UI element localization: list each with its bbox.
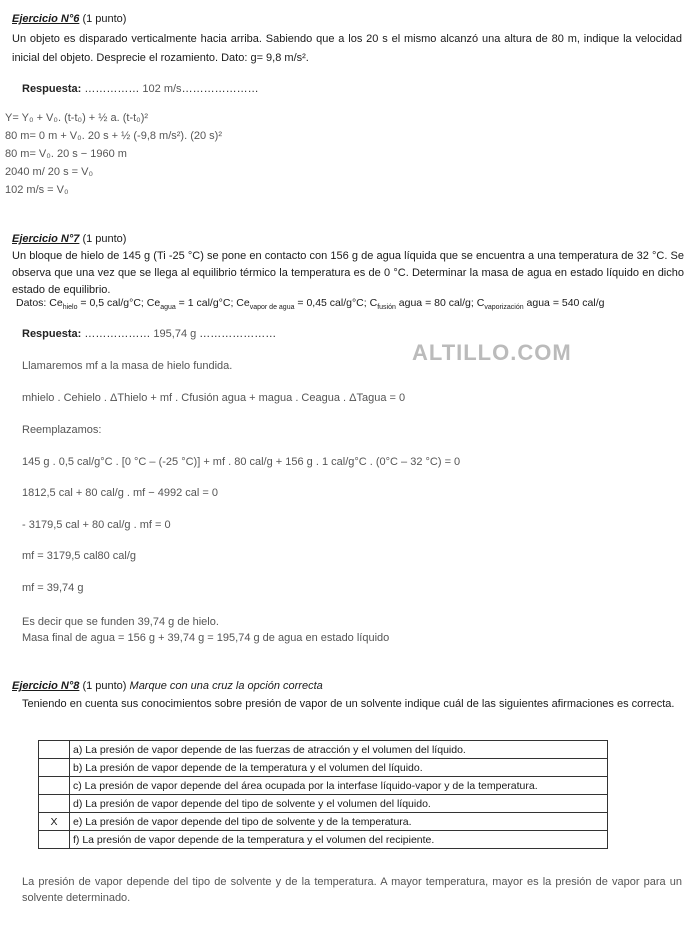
ex8-instruction: Marque con una cruz la opción correcta: [129, 680, 323, 692]
option-text: c) La presión de vapor depende del área ocupada por la interfase líquido-vapor y de la temperatura.: [70, 777, 608, 795]
answer-label: Respuesta:: [22, 328, 82, 340]
step: Llamaremos mf a la masa de hielo fundida.: [22, 360, 233, 372]
ex6-answer: Respuesta: …………… 102 m/s…………………: [22, 83, 259, 95]
option-row[interactable]: [39, 741, 608, 759]
watermark: ALTILLO.COM: [412, 340, 572, 365]
option-text: d) La presión de vapor depende del tipo de solvente y el volumen del líquido.: [70, 795, 608, 813]
ex7-answer: Respuesta: ……………… 195,74 g …………………: [22, 328, 277, 340]
answer-value: 102 m/s: [142, 83, 182, 95]
ex6-heading: [12, 13, 126, 25]
option-text: a) La presión de vapor depende de las fuerzas de atracción y el volumen del líquido.: [70, 741, 608, 759]
step: - 3179,5 cal + 80 cal/g . mf = 0: [22, 519, 171, 531]
ex6-text: Un objeto es disparado verticalmente hacia arriba. Sabiendo que a los 20 s el mismo alcanzó una altura de 80 m, indique la velocidad inicial del objeto. Desprecie el rozamiento. Dato: g= 9,8 m/s².: [12, 33, 682, 64]
option-text: e) La presión de vapor depende del tipo de solvente y de la temperatura.: [70, 813, 608, 831]
option-row[interactable]: [39, 795, 608, 813]
option-row[interactable]: [39, 759, 608, 777]
step: 102 m/s = V₀: [5, 184, 69, 196]
option-row[interactable]: [39, 813, 608, 831]
option-mark[interactable]: [39, 831, 70, 849]
ex6-steps: [5, 109, 222, 199]
ex7-points: (1 punto): [82, 233, 127, 245]
ex7-title: Ejercicio N°7: [12, 233, 80, 245]
step: 1812,5 cal + 80 cal/g . mf − 4992 cal = 0: [22, 487, 218, 499]
conclusion-line: Es decir que se funden 39,74 g de hielo.: [22, 616, 219, 628]
ex8-explanation: La presión de vapor depende del tipo de solvente y de la temperatura. A mayor temperatura, mayor es la presión de vapor para un solvente determinado.: [22, 876, 682, 904]
conclusion-line: Masa final de agua = 156 g + 39,74 g = 195,74 g de agua en estado líquido: [22, 632, 390, 644]
options-table: [38, 740, 608, 849]
option-mark[interactable]: [39, 777, 70, 795]
step: 80 m= V₀. 20 s − 1960 m: [5, 148, 127, 160]
ex7-datos: Datos: $Ce_{hielo} = 0,5$ cal/g°C; $Ce_{agua} = 1$ cal/g°C; $Ce_{vapor de agua} = 0,45$ cal/g°C; $C_{fusión}$ agua = 80 cal/g; $C_{vaporización}$ agua = 540 cal/g: [16, 297, 605, 312]
option-text: f) La presión de vapor depende de la temperatura y el volumen del recipiente.: [70, 831, 608, 849]
answer-value: 195,74 g: [153, 328, 197, 340]
step: Reemplazamos:: [22, 424, 102, 436]
ex8-points: (1 punto): [82, 680, 127, 692]
ex6-title: Ejercicio N°6: [12, 13, 80, 25]
option-row[interactable]: [39, 777, 608, 795]
step: 2040 m/ 20 s = V₀: [5, 166, 94, 178]
step: mf = 3179,5 cal80 cal/g: [22, 550, 137, 562]
option-text: b) La presión de vapor depende de la temperatura y el volumen del líquido.: [70, 759, 608, 777]
option-mark[interactable]: X: [39, 813, 70, 831]
ex8-heading: [12, 680, 323, 692]
ex7-heading: [12, 233, 126, 245]
step: mf = 39,74 g: [22, 582, 84, 594]
option-mark[interactable]: [39, 795, 70, 813]
option-mark[interactable]: [39, 759, 70, 777]
step: Y= Y₀ + V₀. (t-t₀) + ½ a. (t-t₀)²: [5, 112, 149, 124]
answer-label: Respuesta:: [22, 83, 82, 95]
step: 145 g . 0,5 cal/g°C . [0 °C – (-25 °C)] + mf . 80 cal/g + 156 g . 1 cal/g°C . (0°C – 32 °C) = 0: [22, 456, 461, 468]
ex6-points: (1 punto): [82, 13, 127, 25]
step: 80 m= 0 m + V₀. 20 s + ½ (-9,8 m/s²). (20 s)²: [5, 130, 222, 142]
option-mark[interactable]: [39, 741, 70, 759]
ex7-text: Un bloque de hielo de 145 g (Ti -25 °C) se pone en contacto con 156 g de agua líquida que se encuentra a una temperatura de 32 °C. Se observa que una vez que se llega al equilibrio térmico la temperatura es de 0 °C. Determinar la masa de agua en estado líquido en dicho estado de equilibrio.: [12, 250, 684, 296]
ex7-conclusion: [22, 614, 389, 646]
ex8-title: Ejercicio N°8: [12, 680, 80, 692]
step: mhielo . Cehielo . ΔThielo + mf . Cfusión agua + magua . Ceagua . ΔTagua = 0: [22, 392, 406, 404]
option-row[interactable]: [39, 831, 608, 849]
ex8-text: Teniendo en cuenta sus conocimientos sobre presión de vapor de un solvente indique cuál de las siguientes afirmaciones es correcta.: [22, 698, 675, 710]
